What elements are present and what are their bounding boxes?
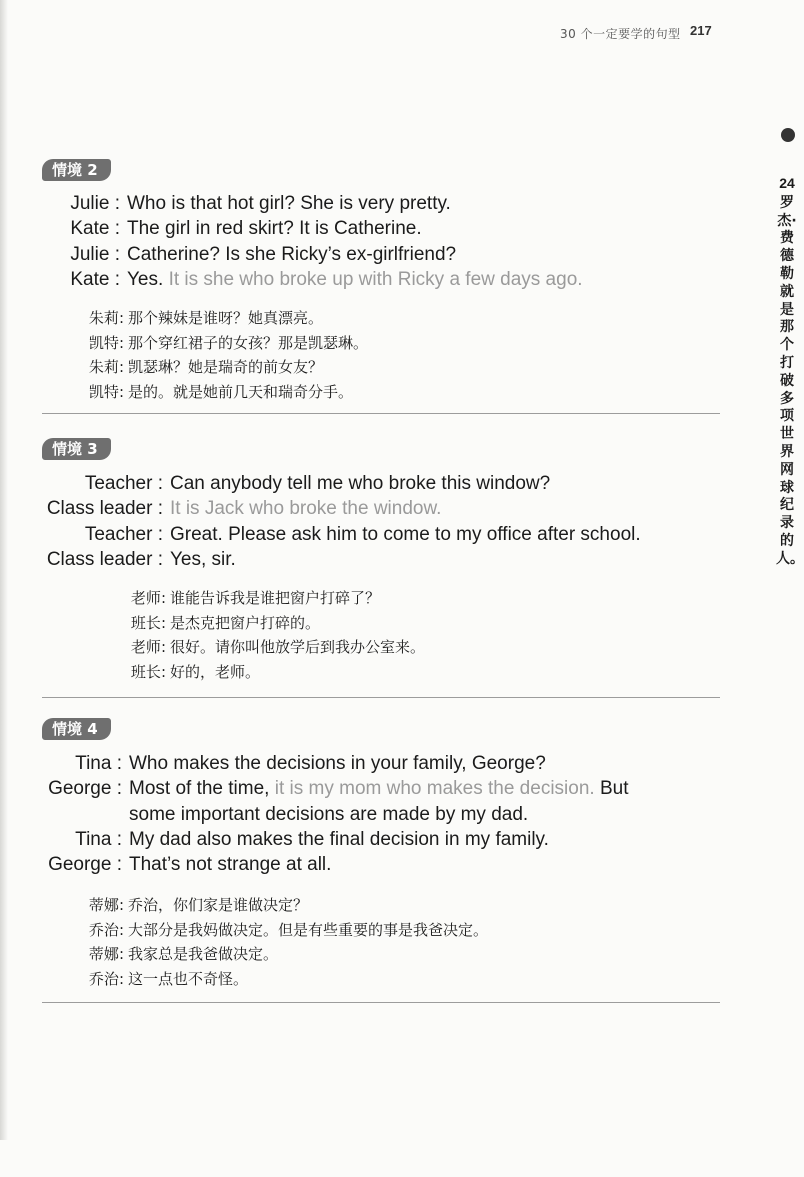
key-sentence-highlight: it is my mom who makes the decision. bbox=[274, 778, 595, 800]
speaker: 凯特: bbox=[88, 382, 124, 401]
speaker: 老师: bbox=[130, 638, 166, 656]
line-text: That’s not strange at all. bbox=[129, 854, 332, 876]
line-text: Yes. It is she who broke up with Ricky a few days ago. bbox=[127, 268, 583, 290]
translation-line bbox=[0, 586, 720, 611]
speaker: Julie : bbox=[70, 243, 120, 265]
line-text: 那个穿红裙子的女孩？那是凯瑟琳。 bbox=[128, 333, 369, 352]
translation-line bbox=[0, 660, 720, 685]
line-text: Who is that hot girl? She is very pretty. bbox=[127, 193, 451, 214]
dialogue-line bbox=[0, 751, 720, 776]
speaker: Class leader : bbox=[46, 498, 163, 520]
speaker: Tina : bbox=[75, 828, 122, 850]
dialogue-line bbox=[0, 191, 720, 216]
dialogue-line bbox=[0, 547, 720, 572]
chinese-translation bbox=[0, 893, 720, 991]
chinese-translation bbox=[0, 586, 720, 684]
dialogue-line bbox=[0, 471, 720, 496]
english-dialogue bbox=[0, 471, 720, 572]
line-text: 那个辣妹是谁呀？她真漂亮。 bbox=[128, 309, 324, 327]
line-text bbox=[170, 496, 720, 521]
dialogue-line bbox=[0, 776, 720, 801]
scene-tag: 情境 3 bbox=[42, 438, 111, 460]
side-bullet-icon bbox=[781, 128, 795, 142]
dialogue-line bbox=[0, 852, 720, 877]
speaker: 朱莉: bbox=[88, 358, 124, 376]
line-text: Most of the time, it is my mom who makes the decision. But bbox=[129, 778, 629, 800]
speaker: 蒂娜: bbox=[88, 896, 124, 914]
side-chapter-number: 24 bbox=[779, 175, 795, 191]
speaker: 蒂娜: bbox=[88, 945, 124, 963]
chinese-translation bbox=[0, 306, 720, 404]
line-text: The girl in red skirt? It is Catherine. bbox=[127, 218, 422, 240]
speaker: Kate : bbox=[70, 218, 120, 240]
english-dialogue bbox=[0, 191, 720, 292]
line-text: Great. Please ask him to come to my office after school. bbox=[170, 523, 641, 545]
translation-line bbox=[0, 355, 720, 380]
speaker: 班长: bbox=[130, 613, 166, 632]
speaker: George : bbox=[48, 778, 122, 800]
translation-line bbox=[0, 635, 720, 660]
line-text: 这一点也不奇怪。 bbox=[128, 969, 249, 988]
line-text: 我家总是我爸做决定。 bbox=[128, 945, 279, 963]
translation-line bbox=[0, 918, 720, 943]
line-text: My dad also makes the final decision in my family. bbox=[129, 828, 549, 850]
line-text: 谁能告诉我是谁把窗户打碎了？ bbox=[170, 589, 381, 607]
speaker: Kate : bbox=[70, 268, 120, 290]
speaker: Class leader : bbox=[46, 548, 163, 570]
line-text: 是的。就是她前几天和瑞奇分手。 bbox=[128, 382, 354, 401]
translation-line bbox=[0, 331, 720, 356]
line-text: Who makes the decisions in your family, George? bbox=[129, 753, 546, 774]
side-caption-text: 罗杰·费德勒就是那个打破多项世界网球纪录的人。 bbox=[776, 194, 804, 567]
section-divider bbox=[42, 697, 720, 698]
speaker: Teacher : bbox=[84, 523, 163, 545]
running-header-title: 30 个一定要学的句型 bbox=[560, 27, 681, 41]
section-divider bbox=[42, 413, 720, 414]
speaker: 乔治: bbox=[88, 969, 124, 988]
line-text: 很好。请你叫他放学后到我办公室来。 bbox=[170, 638, 426, 656]
english-dialogue bbox=[0, 751, 720, 877]
dialogue-line-continued bbox=[0, 802, 720, 827]
translation-line bbox=[0, 380, 720, 405]
side-vertical-caption bbox=[776, 175, 804, 569]
page-number: 217 bbox=[690, 23, 712, 38]
dialogue-line bbox=[0, 242, 720, 267]
section-divider bbox=[42, 1002, 720, 1003]
dialogue-line bbox=[0, 267, 720, 292]
line-text: 好的，老师。 bbox=[170, 662, 261, 681]
translation-line bbox=[0, 893, 720, 918]
line-text: 大部分是我妈做决定。但是有些重要的事是我爸决定。 bbox=[128, 920, 489, 939]
line-text: some important decisions are made by my dad. bbox=[129, 803, 529, 825]
dialogue-line bbox=[0, 496, 720, 521]
dialogue-line bbox=[0, 216, 720, 241]
line-text: Can anybody tell me who broke this window? bbox=[170, 473, 551, 494]
translation-line bbox=[0, 611, 720, 636]
key-sentence-highlight: It is Jack who broke the window. bbox=[170, 498, 442, 520]
speaker bbox=[0, 802, 129, 827]
translation-line bbox=[0, 942, 720, 967]
key-sentence-highlight: It is she who broke up with Ricky a few days ago. bbox=[168, 268, 583, 290]
dialogue-line bbox=[0, 827, 720, 852]
translation-line bbox=[0, 306, 720, 331]
speaker: George : bbox=[48, 854, 122, 876]
speaker: 凯特: bbox=[88, 333, 124, 352]
speaker: 班长: bbox=[130, 662, 166, 681]
speaker: 乔治: bbox=[88, 920, 124, 939]
line-text: Catherine? Is she Ricky’s ex-girlfriend? bbox=[127, 243, 457, 265]
line-text: 是杰克把窗户打碎的。 bbox=[170, 613, 321, 632]
speaker: Tina : bbox=[75, 753, 122, 774]
speaker: Julie : bbox=[70, 193, 120, 214]
line-text: 凯瑟琳？她是瑞奇的前女友？ bbox=[128, 358, 324, 376]
speaker: 老师: bbox=[130, 589, 166, 607]
scene-tag: 情境 2 bbox=[42, 159, 111, 181]
translation-line bbox=[0, 967, 720, 992]
line-text: 乔治，你们家是谁做决定？ bbox=[128, 896, 309, 914]
speaker: Teacher : bbox=[84, 473, 163, 494]
scene-tag: 情境 4 bbox=[42, 718, 111, 740]
line-text: Yes, sir. bbox=[170, 548, 236, 570]
dialogue-line bbox=[0, 522, 720, 547]
speaker: 朱莉: bbox=[88, 309, 124, 327]
